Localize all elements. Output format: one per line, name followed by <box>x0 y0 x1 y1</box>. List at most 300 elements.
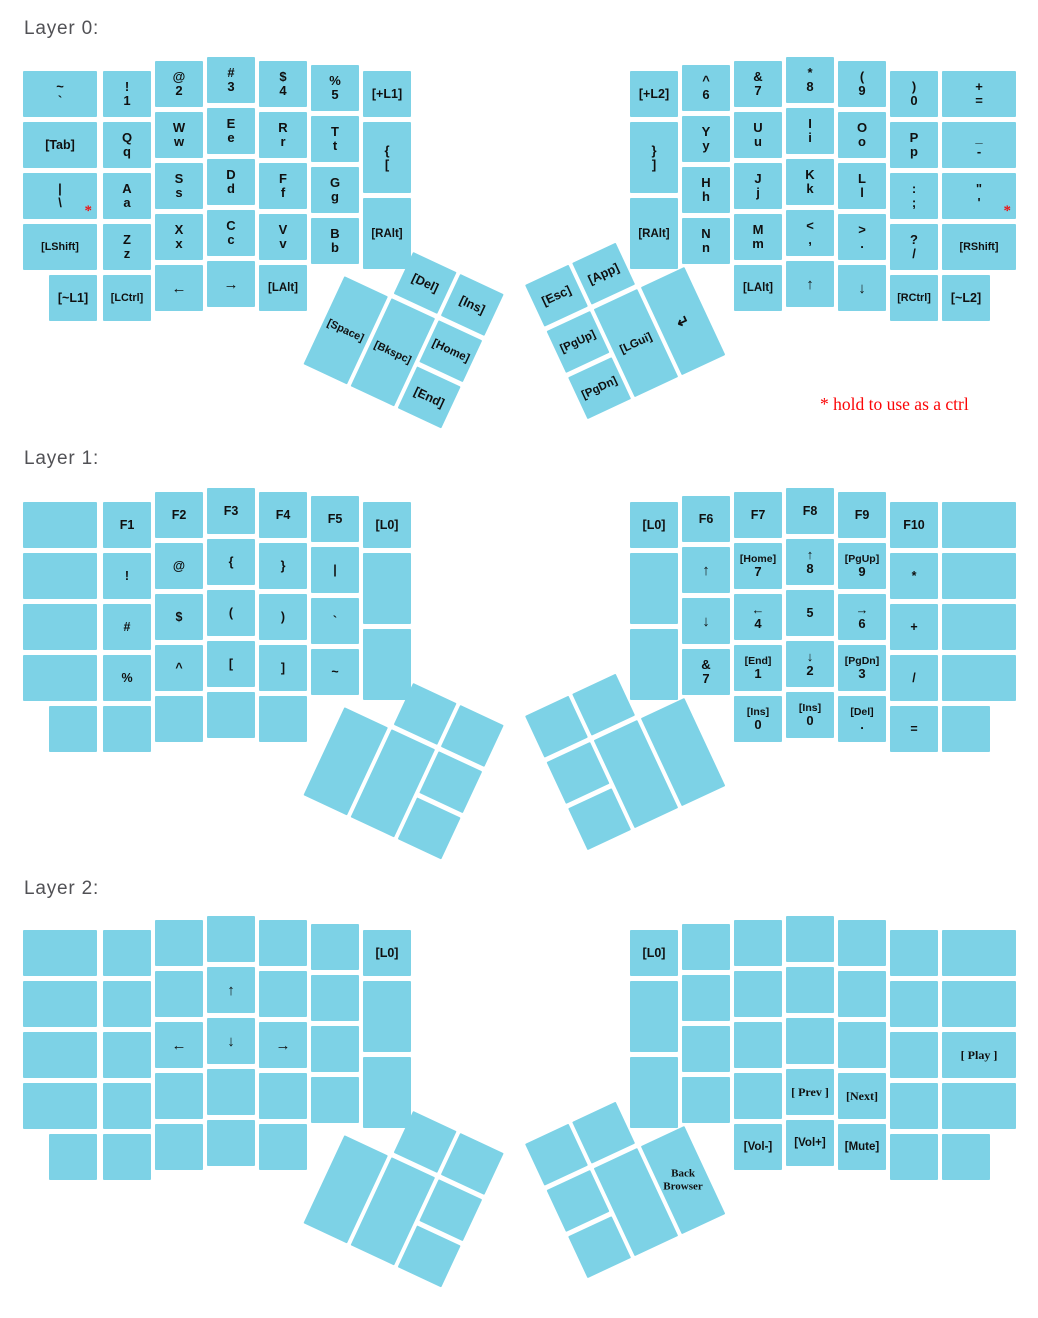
key-layer2-left-b3 <box>155 971 203 1017</box>
key-layer1-right-e3 <box>734 696 782 742</box>
key-label: ` <box>332 614 338 628</box>
key-label-shifted: } <box>651 142 657 158</box>
key-layer2-right-d7 <box>942 1083 1016 1129</box>
key-label: [ <box>228 657 234 671</box>
key-layer1-left-b1 <box>23 553 97 599</box>
key-layer0-right-e7 <box>942 275 990 321</box>
key-label: [+L1] <box>371 87 403 101</box>
key-label-base: b <box>331 240 339 255</box>
key-label: ↑ <box>227 981 235 999</box>
key-label: $ <box>175 610 183 624</box>
key-layer2-left-e3 <box>155 1124 203 1170</box>
key-layer0-left-a5 <box>259 61 307 107</box>
key-label-base: 0 <box>910 93 918 108</box>
key-layer2-right-b4 <box>786 967 834 1013</box>
key-layer1-left-e5 <box>259 696 307 742</box>
key-layer1-right-c5 <box>838 594 886 640</box>
key-label-shifted: ← <box>751 602 765 617</box>
key-label: @ <box>172 559 186 573</box>
key-layer2-left-b7 <box>363 981 411 1052</box>
key-layer0-right-a1 <box>630 71 678 117</box>
key-label-shifted: & <box>701 657 711 672</box>
key-layer0-left-e5 <box>259 265 307 311</box>
key-layer1-left-a2 <box>103 502 151 548</box>
key-label-base: p <box>910 144 918 159</box>
key-layer2-left-a6 <box>311 924 359 970</box>
key-label-shifted: ) <box>911 79 917 94</box>
key-label-shifted: C <box>226 218 236 233</box>
key-layer1-left-e3 <box>155 696 203 742</box>
layer-1-heading: Layer 1: <box>24 448 100 469</box>
key-label: ( <box>228 606 234 620</box>
key-layer1-right-d5 <box>838 645 886 691</box>
key-label-shifted: X <box>174 222 184 237</box>
key-label: # <box>123 620 131 634</box>
key-layer1-right-b5 <box>838 543 886 589</box>
key-layer1-right-a2 <box>682 496 730 542</box>
key-label-base: - <box>976 144 982 159</box>
key-layer2-left-e2 <box>103 1134 151 1180</box>
key-label-base: ] <box>651 156 657 172</box>
key-label-base: 9 <box>858 83 866 98</box>
key-label: F4 <box>275 508 291 522</box>
key-label: / <box>912 671 916 685</box>
key-label: [Vol+] <box>794 1137 826 1149</box>
key-label-shifted: ! <box>124 79 130 94</box>
key-layer1-right-b2 <box>682 547 730 593</box>
key-label-base: 6 <box>858 616 866 631</box>
key-layer2-left-d6 <box>311 1077 359 1123</box>
key-label-base: o <box>858 134 866 149</box>
key-layer1-left-d1 <box>23 655 97 701</box>
key-layer1-right-a3 <box>734 492 782 538</box>
key-layer2-left-d1 <box>23 1083 97 1129</box>
key-layer0-left-b7 <box>363 122 411 193</box>
key-label-base: ; <box>911 195 917 210</box>
key-layer0-left-c3 <box>155 163 203 209</box>
key-label: [Vol-] <box>743 1141 773 1153</box>
key-label-line: Back <box>671 1167 695 1180</box>
key-label: ↑ <box>702 561 710 579</box>
key-layer1-left-b7 <box>363 553 411 624</box>
key-layer2-right-a4 <box>786 916 834 962</box>
key-label-base: f <box>280 185 286 200</box>
key-layer1-left-d3 <box>155 645 203 691</box>
key-layer1-right-b7 <box>942 553 1016 599</box>
key-layer2-right-b6 <box>890 981 938 1027</box>
key-layer2-left-c4 <box>207 1018 255 1064</box>
key-label-shifted: | <box>58 181 62 196</box>
key-layer0-right-d2 <box>682 218 730 264</box>
key-layer1-right-b3 <box>734 543 782 589</box>
key-label-base: 4 <box>279 83 287 98</box>
key-label: ! <box>124 569 130 583</box>
key-layer1-right-d3 <box>734 645 782 691</box>
key-layer1-left-d2 <box>103 655 151 701</box>
key-layer1-right-c3 <box>734 594 782 640</box>
key-label-shifted: * <box>807 65 813 80</box>
key-label: ~ <box>331 665 339 679</box>
key-label-base: l <box>860 185 864 200</box>
key-label-base: i <box>808 130 812 145</box>
key-layer0-right-b6 <box>890 122 938 168</box>
key-layer1-left-b4 <box>207 539 255 585</box>
key-label: F1 <box>119 518 135 532</box>
key-label-base: [ <box>384 156 390 172</box>
key-label: → <box>223 275 239 293</box>
key-layer1-left-a7 <box>363 502 411 548</box>
key-layer0-left-e1 <box>49 275 97 321</box>
key-layer2-left-c2 <box>103 1032 151 1078</box>
key-layer2-left-e1 <box>49 1134 97 1180</box>
key-layer0-left-c4 <box>207 159 255 205</box>
key-layer0-left-d1 <box>23 224 97 270</box>
key-label-base: ' <box>977 195 981 210</box>
key-label-shifted: > <box>858 222 866 237</box>
key-label-shifted: ? <box>910 232 918 247</box>
key-label-base: 9 <box>858 564 866 579</box>
key-layer0-right-c4 <box>786 159 834 205</box>
key-layer0-right-a6 <box>890 71 938 117</box>
key-layer1-right-e4 <box>786 692 834 738</box>
key-layer1-right-b6 <box>890 553 938 599</box>
key-layer1-left-b6 <box>311 547 359 593</box>
key-layer0-right-a4 <box>786 57 834 103</box>
key-layer1-right-d4 <box>786 641 834 687</box>
key-label-shifted: ^ <box>702 73 710 88</box>
key-label-shifted: ( <box>859 69 865 84</box>
key-layer2-right-d3 <box>734 1073 782 1119</box>
key-layer2-right-d5 <box>838 1073 886 1119</box>
key-label-shifted: + <box>975 79 983 94</box>
key-layer0-right-d6 <box>890 224 938 270</box>
key-layer0-right-c5 <box>838 163 886 209</box>
key-layer0-left-d2 <box>103 224 151 270</box>
key-layer0-left-a2 <box>103 71 151 117</box>
key-label: [PgUp] <box>558 328 598 356</box>
key-layer2-left-a3 <box>155 920 203 966</box>
key-layer1-right-d2 <box>682 649 730 695</box>
key-label-base: . <box>860 236 864 251</box>
key-label-base: u <box>754 134 762 149</box>
key-layer2-left-d4 <box>207 1069 255 1115</box>
key-label-shifted: : <box>911 181 917 196</box>
key-label: F9 <box>854 508 870 522</box>
key-layer0-left-b1 <box>23 122 97 168</box>
key-label: [LCtrl] <box>110 292 144 304</box>
key-layer2-left-a7 <box>363 930 411 976</box>
key-layer2-left-b5 <box>259 971 307 1017</box>
key-layer2-right-a3 <box>734 920 782 966</box>
key-label-shifted: Z <box>123 232 131 247</box>
key-label-base: z <box>123 246 131 261</box>
key-layer0-left-a4 <box>207 57 255 103</box>
layer-2-heading: Layer 2: <box>24 878 100 899</box>
key-layer1-left-c1 <box>23 604 97 650</box>
key-layer0-right-a5 <box>838 61 886 107</box>
key-layer2-left-a4 <box>207 916 255 962</box>
key-layer0-left-c2 <box>103 173 151 219</box>
key-layer2-left-a2 <box>103 930 151 976</box>
key-label-base: ` <box>57 93 63 108</box>
key-layer2-right-b2 <box>682 975 730 1021</box>
hold-ctrl-asterisk: * <box>84 203 92 219</box>
key-layer2-right-b5 <box>838 971 886 1017</box>
key-layer1-right-d6 <box>890 655 938 701</box>
key-label-shifted: R <box>278 120 288 135</box>
key-label: F10 <box>903 518 925 532</box>
key-layer1-right-d7 <box>942 655 1016 701</box>
key-layer1-left-a1 <box>23 502 97 548</box>
key-label-shifted: # <box>227 65 235 80</box>
key-label-shifted: [End] <box>744 655 772 667</box>
key-layer0-left-b6 <box>311 116 359 162</box>
key-label: [~L1] <box>57 291 89 305</box>
key-layer2-right-d2 <box>682 1077 730 1123</box>
key-label-shifted: S <box>174 171 184 186</box>
key-label: [LGui] <box>618 330 654 356</box>
key-label-shifted: [Home] <box>739 553 777 565</box>
key-layer0-right-e5 <box>838 265 886 311</box>
key-layer0-left-d4 <box>207 210 255 256</box>
key-label-shifted: N <box>701 226 711 241</box>
key-layer1-left-e1 <box>49 706 97 752</box>
key-label-base: v <box>279 236 287 251</box>
key-layer0-left-d3 <box>155 214 203 260</box>
key-label-base: q <box>123 144 131 159</box>
key-layer1-left-c4 <box>207 590 255 636</box>
key-layer2-left-a5 <box>259 920 307 966</box>
key-label-shifted: & <box>753 69 763 84</box>
key-label: F6 <box>698 512 714 526</box>
key-layer0-left-c1 <box>23 173 97 219</box>
key-layer1-right-a6 <box>890 502 938 548</box>
key-label: [L0] <box>642 518 666 532</box>
key-label-base: 8 <box>806 561 814 576</box>
key-label-base: e <box>227 130 235 145</box>
key-label: [RShift] <box>959 241 999 253</box>
key-layer2-right-c3 <box>734 1022 782 1068</box>
key-layer2-left-b2 <box>103 981 151 1027</box>
key-layer2-left-d2 <box>103 1083 151 1129</box>
key-label: { <box>228 555 234 569</box>
key-label-base: 2 <box>175 83 183 98</box>
key-layer0-right-b1 <box>630 122 678 193</box>
key-layer0-left-a6 <box>311 65 359 111</box>
key-label-shifted: [PgUp] <box>844 553 880 565</box>
key-label-base: r <box>280 134 286 149</box>
key-label: ) <box>280 610 286 624</box>
key-label: [Home] <box>430 337 472 365</box>
key-label-base: 8 <box>806 79 814 94</box>
key-label-shifted: _ <box>975 130 983 145</box>
key-layer0-left-d5 <box>259 214 307 260</box>
key-label: ] <box>280 661 286 675</box>
key-label: [Tab] <box>45 138 75 152</box>
key-label-shifted: V <box>278 222 288 237</box>
key-label-base: 7 <box>702 671 710 686</box>
key-label-shifted: @ <box>172 69 186 84</box>
key-layer2-right-e7 <box>942 1134 990 1180</box>
key-layer2-right-b3 <box>734 971 782 1017</box>
key-label-shifted: Q <box>121 130 133 145</box>
key-label-base: 7 <box>754 564 762 579</box>
key-layer2-left-a1 <box>23 930 97 976</box>
key-label-shifted: [PgDn] <box>844 655 880 667</box>
key-layer2-right-e6 <box>890 1134 938 1180</box>
key-layer2-right-e4 <box>786 1120 834 1166</box>
key-layer0-right-c7 <box>942 173 1016 219</box>
key-layer2-left-b4 <box>207 967 255 1013</box>
key-layer2-right-d4 <box>786 1069 834 1115</box>
key-label: ↓ <box>858 279 866 297</box>
key-layer1-right-a1 <box>630 502 678 548</box>
key-layer2-right-c4 <box>786 1018 834 1064</box>
key-label: = <box>910 722 918 736</box>
key-layer0-left-c6 <box>311 167 359 213</box>
key-layer0-left-a3 <box>155 61 203 107</box>
key-layer1-right-b4 <box>786 539 834 585</box>
key-label: [RAlt] <box>638 227 670 240</box>
key-label-base: 3 <box>227 79 235 94</box>
layer-2-keyboard <box>0 916 1038 1276</box>
key-layer2-left-c5 <box>259 1022 307 1068</box>
key-layer2-right-b7 <box>942 981 1016 1027</box>
key-label-shifted: [Ins] <box>798 702 822 714</box>
key-label: [End] <box>411 384 447 411</box>
key-label-shifted: U <box>753 120 763 135</box>
key-label: ← <box>171 279 187 297</box>
key-label: F5 <box>327 512 343 526</box>
key-label-shifted: { <box>384 142 390 158</box>
key-label: } <box>280 559 286 573</box>
key-label-base: / <box>912 246 916 261</box>
key-label: [Mute] <box>844 1141 880 1153</box>
key-label: [ Play ] <box>960 1047 998 1062</box>
key-label: 5 <box>806 606 814 620</box>
key-label: [ Prev ] <box>791 1084 829 1099</box>
key-layer1-left-c2 <box>103 604 151 650</box>
key-layer1-left-b3 <box>155 543 203 589</box>
key-layer1-right-e5 <box>838 696 886 742</box>
key-label-base: k <box>806 181 814 196</box>
key-label: F7 <box>750 508 766 522</box>
key-label-base: s <box>175 185 183 200</box>
key-label-base: 4 <box>754 616 762 631</box>
key-layer1-right-e7 <box>942 706 990 752</box>
key-label-base: d <box>227 181 235 196</box>
key-label: [LShift] <box>41 241 79 253</box>
key-label-shifted: A <box>122 181 132 196</box>
key-layer0-left-a1 <box>23 71 97 117</box>
key-label: [LAlt] <box>267 282 298 294</box>
key-label-base: 5 <box>331 87 339 102</box>
key-label-shifted: T <box>331 124 339 139</box>
key-label-shifted: → <box>855 602 869 617</box>
key-layer1-right-a4 <box>786 488 834 534</box>
key-label-base: 0 <box>806 713 814 728</box>
key-layer1-left-a3 <box>155 492 203 538</box>
key-layer0-right-a7 <box>942 71 1016 117</box>
key-layer2-right-d6 <box>890 1083 938 1129</box>
key-layer1-left-c5 <box>259 594 307 640</box>
key-label-base: h <box>702 189 710 204</box>
layer-0-heading: Layer 0: <box>24 18 100 39</box>
key-label-shifted: [Del] <box>850 706 874 718</box>
key-layer1-right-e6 <box>890 706 938 752</box>
key-layer1-right-c6 <box>890 604 938 650</box>
hold-ctrl-asterisk: * <box>1003 203 1011 219</box>
key-layer1-left-e4 <box>207 692 255 738</box>
key-layer1-left-c3 <box>155 594 203 640</box>
key-label: [Esc] <box>539 282 574 309</box>
key-label-shifted: I <box>808 116 812 131</box>
key-layer2-right-a5 <box>838 920 886 966</box>
key-label-base: g <box>331 189 339 204</box>
key-label-base: = <box>975 93 983 108</box>
key-layer1-left-a5 <box>259 492 307 538</box>
key-layer0-right-b5 <box>838 112 886 158</box>
key-label: [Ins] <box>457 293 488 317</box>
key-layer2-left-e5 <box>259 1124 307 1170</box>
key-label: + <box>910 620 918 634</box>
key-label-base: y <box>702 138 710 153</box>
key-label: | <box>333 563 337 577</box>
key-label: F2 <box>171 508 187 522</box>
key-layer0-left-b3 <box>155 112 203 158</box>
key-layer2-right-b1 <box>630 981 678 1052</box>
key-layer1-left-d6 <box>311 649 359 695</box>
key-label: [RCtrl] <box>897 292 931 304</box>
key-label: F3 <box>223 504 239 518</box>
key-layer2-right-e5 <box>838 1124 886 1170</box>
key-layer0-right-d4 <box>786 210 834 256</box>
key-layer1-right-b1 <box>630 553 678 624</box>
key-layer1-right-c4 <box>786 590 834 636</box>
key-layer2-right-e3 <box>734 1124 782 1170</box>
key-label-shifted: G <box>329 175 341 190</box>
key-layer0-right-d5 <box>838 214 886 260</box>
key-label: [L0] <box>375 518 399 532</box>
key-layer2-left-c3 <box>155 1022 203 1068</box>
key-label-shifted: D <box>226 167 236 182</box>
key-layer0-right-a2 <box>682 65 730 111</box>
key-label-base: 1 <box>123 93 131 108</box>
key-layer0-left-e2 <box>103 275 151 321</box>
key-label-shifted: ↑ <box>806 547 814 562</box>
key-layer1-right-c7 <box>942 604 1016 650</box>
key-label: ↓ <box>702 612 710 630</box>
key-label-shifted: O <box>856 120 868 135</box>
key-label: [L0] <box>642 946 666 960</box>
key-layer1-left-b2 <box>103 553 151 599</box>
key-layer0-right-b2 <box>682 116 730 162</box>
key-label: [LAlt] <box>742 282 773 294</box>
key-layer2-right-a6 <box>890 930 938 976</box>
key-layer0-right-a3 <box>734 61 782 107</box>
key-layer2-left-c6 <box>311 1026 359 1072</box>
key-layer1-left-a6 <box>311 496 359 542</box>
key-layer1-left-d4 <box>207 641 255 687</box>
key-layer0-left-e3 <box>155 265 203 311</box>
key-layer2-right-a7 <box>942 930 1016 976</box>
key-layer0-right-c3 <box>734 163 782 209</box>
key-label-shifted: B <box>330 226 340 241</box>
key-label: ↵ <box>673 311 693 332</box>
key-layer2-right-c2 <box>682 1026 730 1072</box>
key-label-base: w <box>173 134 185 149</box>
key-layer2-left-c1 <box>23 1032 97 1078</box>
